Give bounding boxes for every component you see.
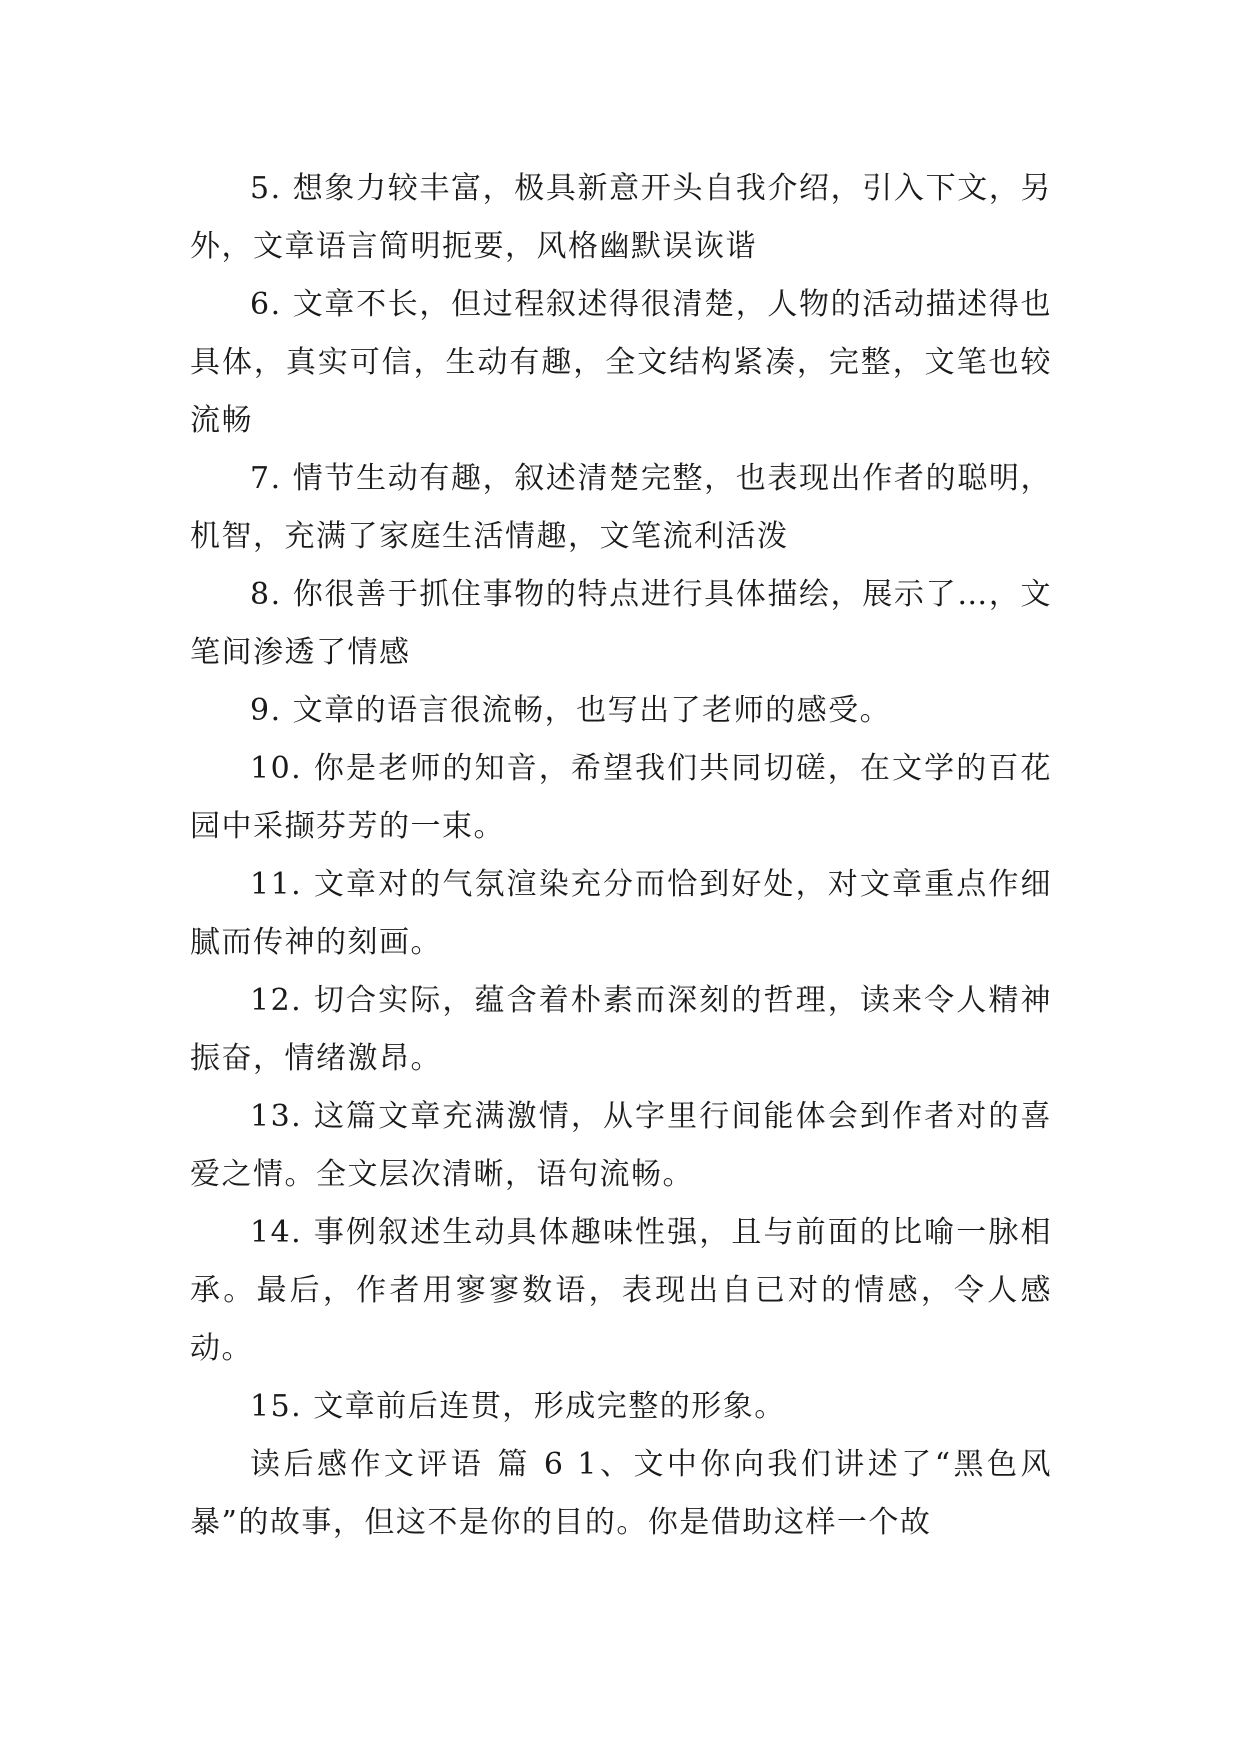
paragraph-comment-7: 7. 情节生动有趣，叙述清楚完整，也表现出作者的聪明，机智，充满了家庭生活情趣，文笔流利活泼	[190, 461, 1052, 554]
paragraph-comment-9: 9. 文章的语言很流畅，也写出了老师的感受。	[250, 693, 892, 728]
paragraph-section-6-start: 读后感作文评语 篇 6 1、文中你向我们讲述了“黑色风暴”的故事，但这不是你的目的。你是借助这样一个故	[190, 1447, 1052, 1540]
paragraph-comment-6: 6. 文章不长，但过程叙述得很清楚，人物的活动描述得也具体，真实可信，生动有趣，全文结构紧凑，完整，文笔也较流畅	[190, 287, 1052, 438]
paragraph-comment-14: 14. 事例叙述生动具体趣味性强，且与前面的比喻一脉相承。最后，作者用寥寥数语，表现出自已对的情感，令人感动。	[190, 1215, 1052, 1366]
paragraph-comment-11: 11. 文章对的气氛渲染充分而恰到好处，对文章重点作细腻而传神的刻画。	[190, 867, 1052, 960]
paragraph-comment-15: 15. 文章前后连贯，形成完整的形象。	[250, 1389, 786, 1424]
paragraph-comment-12: 12. 切合实际，蕴含着朴素而深刻的哲理，读来令人精神振奋，情绪激昂。	[190, 983, 1052, 1076]
paragraph-comment-10: 10. 你是老师的知音，希望我们共同切磋，在文学的百花园中采撷芬芳的一束。	[190, 751, 1052, 844]
paragraph-comment-5: 5. 想象力较丰富，极具新意开头自我介绍，引入下文，另外，文章语言简明扼要，风格幽默误诙谐	[190, 171, 1052, 264]
paragraph-comment-8: 8. 你很善于抓住事物的特点进行具体描绘，展示了…，文笔间渗透了情感	[190, 577, 1052, 670]
paragraph-comment-13: 13. 这篇文章充满激情，从字里行间能体会到作者对的喜爱之情。全文层次清晰，语句流畅。	[190, 1099, 1052, 1192]
document-body	[190, 160, 1052, 1552]
